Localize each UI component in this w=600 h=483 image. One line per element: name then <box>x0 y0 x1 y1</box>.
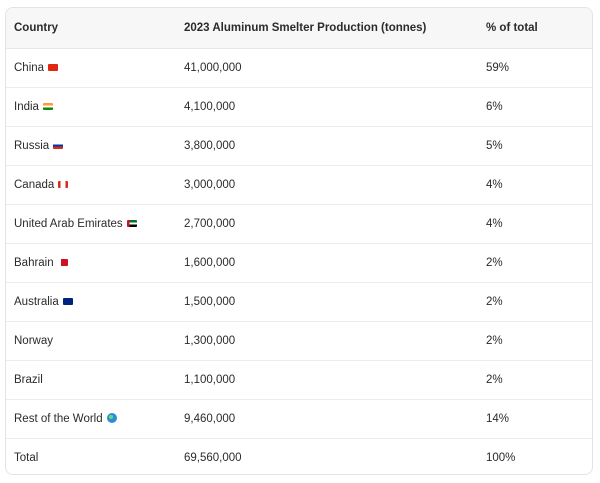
cell-percent: 6% <box>478 87 592 126</box>
table-row <box>6 204 592 243</box>
country-name: Norway <box>14 334 53 347</box>
australia-flag-icon <box>63 298 73 305</box>
cell-country <box>6 243 176 282</box>
country-name: Australia <box>14 295 59 308</box>
cell-country <box>6 204 176 243</box>
cell-country <box>6 282 176 321</box>
country-name: Brazil <box>14 373 43 386</box>
india-flag-icon <box>43 103 53 110</box>
table-row-total <box>6 438 592 475</box>
cell-percent: 2% <box>478 243 592 282</box>
globe-icon <box>107 413 117 423</box>
cell-production: 1,100,000 <box>176 360 478 399</box>
cell-country <box>6 360 176 399</box>
table-row <box>6 126 592 165</box>
russia-flag-icon <box>53 142 63 149</box>
cell-production: 3,800,000 <box>176 126 478 165</box>
cell-country <box>6 87 176 126</box>
cell-production: 9,460,000 <box>176 399 478 438</box>
china-flag-icon <box>48 64 58 71</box>
cell-percent: 4% <box>478 204 592 243</box>
bahrain-flag-icon <box>58 259 68 266</box>
header-country: Country <box>6 8 176 48</box>
cell-percent: 4% <box>478 165 592 204</box>
header-production: 2023 Aluminum Smelter Production (tonnes) <box>176 8 478 48</box>
cell-percent: 2% <box>478 282 592 321</box>
canada-flag-icon <box>58 181 68 188</box>
cell-percent: 59% <box>478 48 592 87</box>
cell-production: 1,300,000 <box>176 321 478 360</box>
table-row <box>6 282 592 321</box>
cell-percent: 2% <box>478 360 592 399</box>
country-name: United Arab Emirates <box>14 217 123 230</box>
cell-production: 3,000,000 <box>176 165 478 204</box>
table-row <box>6 360 592 399</box>
cell-country <box>6 438 176 475</box>
cell-production: 1,600,000 <box>176 243 478 282</box>
total-label: Total <box>14 451 39 464</box>
table-header-row <box>6 8 592 48</box>
table-row <box>6 87 592 126</box>
cell-country <box>6 126 176 165</box>
cell-production: 41,000,000 <box>176 48 478 87</box>
production-table <box>6 8 592 475</box>
country-name: Russia <box>14 139 50 152</box>
table-row <box>6 321 592 360</box>
table-row <box>6 165 592 204</box>
uae-flag-icon <box>127 220 137 227</box>
cell-country <box>6 399 176 438</box>
table-row <box>6 48 592 87</box>
cell-production: 69,560,000 <box>184 451 242 464</box>
country-name: Rest of the World <box>14 412 103 425</box>
production-table-container <box>5 7 593 475</box>
cell-country <box>6 48 176 87</box>
table-row <box>6 399 592 438</box>
country-name: China <box>14 61 45 74</box>
cell-country <box>6 321 176 360</box>
cell-percent: 5% <box>478 126 592 165</box>
cell-production: 1,500,000 <box>176 282 478 321</box>
cell-percent: 2% <box>478 321 592 360</box>
cell-production: 2,700,000 <box>176 204 478 243</box>
country-name: Canada <box>14 178 55 191</box>
cell-percent: 14% <box>478 399 592 438</box>
header-percent: % of total <box>478 8 592 48</box>
cell-country <box>6 165 176 204</box>
cell-production: 4,100,000 <box>176 87 478 126</box>
table-row <box>6 243 592 282</box>
cell-percent: 100% <box>486 451 516 464</box>
country-name: Bahrain <box>14 256 54 269</box>
country-name: India <box>14 100 39 113</box>
